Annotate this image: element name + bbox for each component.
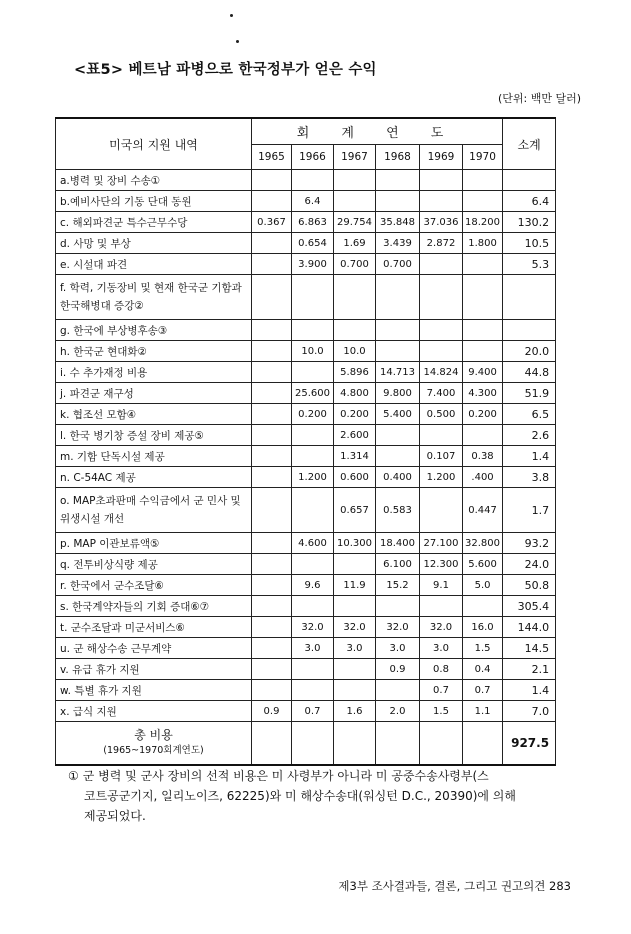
year-value-cell (252, 596, 292, 617)
year-value-cell: 0.9 (376, 659, 420, 680)
year-value-cell: 0.7 (292, 701, 334, 722)
table-row (56, 617, 556, 638)
row-label: b.예비사단의 기동 단대 동원 (56, 191, 252, 212)
year-value-cell: 9.400 (463, 362, 503, 383)
subtotal-cell: 20.0 (503, 341, 556, 362)
year-value-cell: 3.900 (292, 254, 334, 275)
year-value-cell: 1.5 (420, 701, 463, 722)
row-label: k. 협조선 모함④ (56, 404, 252, 425)
year-value-cell (292, 554, 334, 575)
year-value-cell (292, 446, 334, 467)
year-value-cell (376, 341, 420, 362)
year-value-cell: 3.0 (376, 638, 420, 659)
year-value-cell: 0.9 (252, 701, 292, 722)
year-value-cell: 2.600 (334, 425, 376, 446)
subtotal-cell (503, 320, 556, 341)
header-fiscal-year: 회 계 연 도 (252, 118, 503, 144)
table-row (56, 680, 556, 701)
year-value-cell (252, 425, 292, 446)
year-value-cell (292, 680, 334, 701)
subtotal-cell: 1.4 (503, 680, 556, 701)
year-value-cell: 18.400 (376, 533, 420, 554)
year-value-cell (420, 341, 463, 362)
table-row (56, 575, 556, 596)
year-value-cell: 3.0 (292, 638, 334, 659)
row-label: c. 해외파견군 특수근무수당 (56, 212, 252, 233)
year-value-cell: 10.0 (334, 341, 376, 362)
row-label: h. 한국군 현대화② (56, 341, 252, 362)
year-value-cell: 3.0 (420, 638, 463, 659)
table-row (56, 425, 556, 446)
year-value-cell (292, 362, 334, 383)
year-value-cell: 0.500 (420, 404, 463, 425)
year-value-cell (420, 170, 463, 191)
year-value-cell (376, 425, 420, 446)
row-label: j. 파견군 재구성 (56, 383, 252, 404)
year-value-cell (334, 170, 376, 191)
year-value-cell: 0.700 (376, 254, 420, 275)
subtotal-cell: 3.8 (503, 467, 556, 488)
year-value-cell: 6.4 (292, 191, 334, 212)
year-value-cell (420, 320, 463, 341)
year-value-cell: 10.300 (334, 533, 376, 554)
footnote (68, 766, 568, 826)
year-value-cell (252, 170, 292, 191)
year-value-cell: 4.300 (463, 383, 503, 404)
year-value-cell: 5.400 (376, 404, 420, 425)
year-value-cell (252, 488, 292, 533)
year-value-cell (376, 275, 420, 320)
table-row (56, 212, 556, 233)
year-value-cell: 11.9 (334, 575, 376, 596)
table-row (56, 659, 556, 680)
subtotal-cell: 50.8 (503, 575, 556, 596)
year-value-cell (292, 170, 334, 191)
year-value-cell: 18.200 (463, 212, 503, 233)
subtotal-cell: 5.3 (503, 254, 556, 275)
year-value-cell (252, 362, 292, 383)
year-value-cell: 5.896 (334, 362, 376, 383)
year-value-cell: 6.863 (292, 212, 334, 233)
year-value-cell (334, 659, 376, 680)
empty-cell (376, 722, 420, 766)
year-value-cell: 12.300 (420, 554, 463, 575)
subtotal-cell: 305.4 (503, 596, 556, 617)
year-value-cell: 0.700 (334, 254, 376, 275)
header-subtotal: 소계 (503, 118, 556, 170)
year-value-cell (292, 488, 334, 533)
year-value-cell: .400 (463, 467, 503, 488)
year-value-cell: 1.69 (334, 233, 376, 254)
year-value-cell: 14.713 (376, 362, 420, 383)
subtotal-cell (503, 275, 556, 320)
year-value-cell (252, 554, 292, 575)
year-value-cell: 32.800 (463, 533, 503, 554)
year-value-cell: 0.400 (376, 467, 420, 488)
year-value-cell (252, 659, 292, 680)
year-value-cell: 0.600 (334, 467, 376, 488)
year-value-cell: 2.0 (376, 701, 420, 722)
table-row (56, 467, 556, 488)
subtotal-cell: 44.8 (503, 362, 556, 383)
year-value-cell (420, 425, 463, 446)
empty-cell (292, 722, 334, 766)
empty-cell (463, 722, 503, 766)
total-label: 총 비용 (134, 728, 173, 742)
year-value-cell: 5.0 (463, 575, 503, 596)
year-value-cell: 6.100 (376, 554, 420, 575)
total-value: 927.5 (503, 722, 556, 766)
footnote-mark: ① (68, 769, 79, 783)
year-value-cell: 4.600 (292, 533, 334, 554)
year-value-cell (292, 425, 334, 446)
row-label: f. 학력, 기동장비 및 현재 한국군 기함과 한국해병대 증강② (56, 275, 252, 320)
year-value-cell: 0.107 (420, 446, 463, 467)
subtotal-cell: 1.7 (503, 488, 556, 533)
year-value-cell: 1.1 (463, 701, 503, 722)
year-value-cell (420, 254, 463, 275)
year-value-cell (252, 680, 292, 701)
total-row (56, 722, 556, 766)
table-row (56, 554, 556, 575)
year-value-cell (292, 659, 334, 680)
subtotal-cell: 1.4 (503, 446, 556, 467)
year-value-cell (334, 320, 376, 341)
table-row (56, 254, 556, 275)
year-value-cell: 0.38 (463, 446, 503, 467)
year-value-cell (252, 404, 292, 425)
year-value-cell: 25.600 (292, 383, 334, 404)
year-value-cell: 0.367 (252, 212, 292, 233)
year-value-cell: 29.754 (334, 212, 376, 233)
row-label: v. 유급 휴가 지원 (56, 659, 252, 680)
subtotal-cell: 144.0 (503, 617, 556, 638)
year-value-cell: 3.439 (376, 233, 420, 254)
year-value-cell: 5.600 (463, 554, 503, 575)
table-row (56, 638, 556, 659)
year-value-cell: 10.0 (292, 341, 334, 362)
year-value-cell: 1.5 (463, 638, 503, 659)
year-value-cell (463, 341, 503, 362)
year-value-cell: 32.0 (292, 617, 334, 638)
year-value-cell (334, 554, 376, 575)
year-value-cell: 0.583 (376, 488, 420, 533)
year-value-cell (376, 446, 420, 467)
year-value-cell (252, 638, 292, 659)
year-value-cell: 0.200 (334, 404, 376, 425)
year-value-cell (252, 320, 292, 341)
table-row (56, 170, 556, 191)
header-support-items: 미국의 지원 내역 (56, 118, 252, 170)
subtotal-cell: 2.1 (503, 659, 556, 680)
year-value-cell (463, 275, 503, 320)
year-value-cell: 0.200 (292, 404, 334, 425)
year-value-cell (334, 680, 376, 701)
table-row (56, 596, 556, 617)
year-value-cell: 1.6 (334, 701, 376, 722)
year-value-cell: 0.657 (334, 488, 376, 533)
subtotal-cell: 6.5 (503, 404, 556, 425)
table-title: <표5> 베트남 파병으로 한국정부가 얻은 수익 (74, 62, 377, 78)
year-value-cell (463, 191, 503, 212)
year-value-cell: 9.800 (376, 383, 420, 404)
empty-cell (420, 722, 463, 766)
year-header: 1966 (292, 144, 334, 170)
year-value-cell: 32.0 (334, 617, 376, 638)
table-row (56, 446, 556, 467)
year-value-cell: 0.447 (463, 488, 503, 533)
year-value-cell: 37.036 (420, 212, 463, 233)
year-value-cell: 35.848 (376, 212, 420, 233)
year-value-cell (252, 191, 292, 212)
row-label: i. 수 추가재정 비용 (56, 362, 252, 383)
year-value-cell (292, 596, 334, 617)
subtotal-cell: 10.5 (503, 233, 556, 254)
row-label: r. 한국에서 군수조달⑥ (56, 575, 252, 596)
year-value-cell: 16.0 (463, 617, 503, 638)
year-value-cell (334, 596, 376, 617)
year-value-cell (252, 467, 292, 488)
year-value-cell (376, 191, 420, 212)
subtotal-cell: 51.9 (503, 383, 556, 404)
table-row (56, 701, 556, 722)
year-value-cell (252, 617, 292, 638)
row-label: l. 한국 병기창 증설 장비 제공⑤ (56, 425, 252, 446)
year-value-cell (376, 596, 420, 617)
year-value-cell: 14.824 (420, 362, 463, 383)
year-value-cell (252, 341, 292, 362)
year-value-cell: 15.2 (376, 575, 420, 596)
year-value-cell (252, 233, 292, 254)
row-label: u. 군 해상수송 근무계약 (56, 638, 252, 659)
year-value-cell (376, 170, 420, 191)
year-value-cell: 0.654 (292, 233, 334, 254)
year-value-cell: 27.100 (420, 533, 463, 554)
unit-label: (단위: 백만 달러) (497, 92, 581, 105)
footnote-line-2: 코트공군기지, 일리노이즈, 62225)와 미 해상수송대(워싱턴 D.C., 20390)에 의해 (84, 789, 516, 803)
year-value-cell (252, 446, 292, 467)
year-value-cell (463, 254, 503, 275)
year-value-cell (420, 191, 463, 212)
scan-dot (236, 40, 239, 43)
row-label: d. 사망 및 부상 (56, 233, 252, 254)
year-value-cell: 9.1 (420, 575, 463, 596)
page-footer: 제3부 조사결과들, 결론, 그리고 권고의견 283 (338, 879, 571, 893)
year-value-cell (376, 320, 420, 341)
year-value-cell: 4.800 (334, 383, 376, 404)
year-header: 1970 (463, 144, 503, 170)
year-value-cell (463, 425, 503, 446)
year-value-cell (252, 575, 292, 596)
table-row (56, 362, 556, 383)
year-value-cell: 0.4 (463, 659, 503, 680)
table-row (56, 488, 556, 533)
row-label: n. C-54AC 제공 (56, 467, 252, 488)
row-label: w. 특별 휴가 지원 (56, 680, 252, 701)
subtotal-cell: 14.5 (503, 638, 556, 659)
revenue-table (55, 117, 556, 766)
year-value-cell (252, 533, 292, 554)
year-value-cell (334, 275, 376, 320)
year-value-cell: 0.200 (463, 404, 503, 425)
subtotal-cell: 24.0 (503, 554, 556, 575)
year-value-cell (292, 320, 334, 341)
total-period: (1965~1970회계연도) (103, 745, 204, 756)
year-value-cell: 0.7 (420, 680, 463, 701)
total-label-cell (56, 722, 252, 766)
scan-dot (230, 14, 233, 17)
year-value-cell: 1.800 (463, 233, 503, 254)
table-row (56, 404, 556, 425)
year-value-cell: 9.6 (292, 575, 334, 596)
year-value-cell (252, 254, 292, 275)
year-value-cell (420, 488, 463, 533)
table-row (56, 533, 556, 554)
footnote-line-1: 군 병력 및 군사 장비의 선적 비용은 미 사령부가 아니라 미 공중수송사령부(스 (82, 769, 489, 783)
year-header: 1965 (252, 144, 292, 170)
year-value-cell: 0.8 (420, 659, 463, 680)
year-header: 1968 (376, 144, 420, 170)
year-value-cell (252, 275, 292, 320)
year-value-cell (376, 680, 420, 701)
row-label: q. 전투비상식량 제공 (56, 554, 252, 575)
subtotal-cell (503, 170, 556, 191)
table-row (56, 191, 556, 212)
subtotal-cell: 7.0 (503, 701, 556, 722)
year-value-cell: 1.200 (292, 467, 334, 488)
year-value-cell: 1.200 (420, 467, 463, 488)
footnote-line-3: 제공되었다. (84, 809, 146, 823)
table-row (56, 383, 556, 404)
year-value-cell: 1.314 (334, 446, 376, 467)
table-row (56, 320, 556, 341)
year-value-cell: 32.0 (376, 617, 420, 638)
year-value-cell: 2.872 (420, 233, 463, 254)
year-value-cell: 0.7 (463, 680, 503, 701)
subtotal-cell: 93.2 (503, 533, 556, 554)
year-value-cell: 3.0 (334, 638, 376, 659)
year-value-cell (420, 596, 463, 617)
year-value-cell (463, 170, 503, 191)
row-label: t. 군수조달과 미군서비스⑥ (56, 617, 252, 638)
row-label: e. 시설대 파견 (56, 254, 252, 275)
empty-cell (334, 722, 376, 766)
year-value-cell (463, 596, 503, 617)
row-label: s. 한국계약자들의 기회 증대⑥⑦ (56, 596, 252, 617)
row-label: a.병력 및 장비 수송① (56, 170, 252, 191)
year-value-cell: 7.400 (420, 383, 463, 404)
subtotal-cell: 130.2 (503, 212, 556, 233)
empty-cell (252, 722, 292, 766)
subtotal-cell: 2.6 (503, 425, 556, 446)
year-header: 1969 (420, 144, 463, 170)
year-value-cell (292, 275, 334, 320)
row-label: x. 급식 지원 (56, 701, 252, 722)
row-label: p. MAP 이관보류액⑤ (56, 533, 252, 554)
year-value-cell (463, 320, 503, 341)
table-row (56, 275, 556, 320)
row-label: o. MAP초과판매 수익금에서 군 민사 및 위생시설 개선 (56, 488, 252, 533)
year-header: 1967 (334, 144, 376, 170)
table-row (56, 233, 556, 254)
year-value-cell (420, 275, 463, 320)
year-value-cell (334, 191, 376, 212)
subtotal-cell: 6.4 (503, 191, 556, 212)
table-row (56, 341, 556, 362)
year-value-cell (252, 383, 292, 404)
row-label: m. 기함 단독시설 제공 (56, 446, 252, 467)
year-value-cell: 32.0 (420, 617, 463, 638)
row-label: g. 한국에 부상병후송③ (56, 320, 252, 341)
